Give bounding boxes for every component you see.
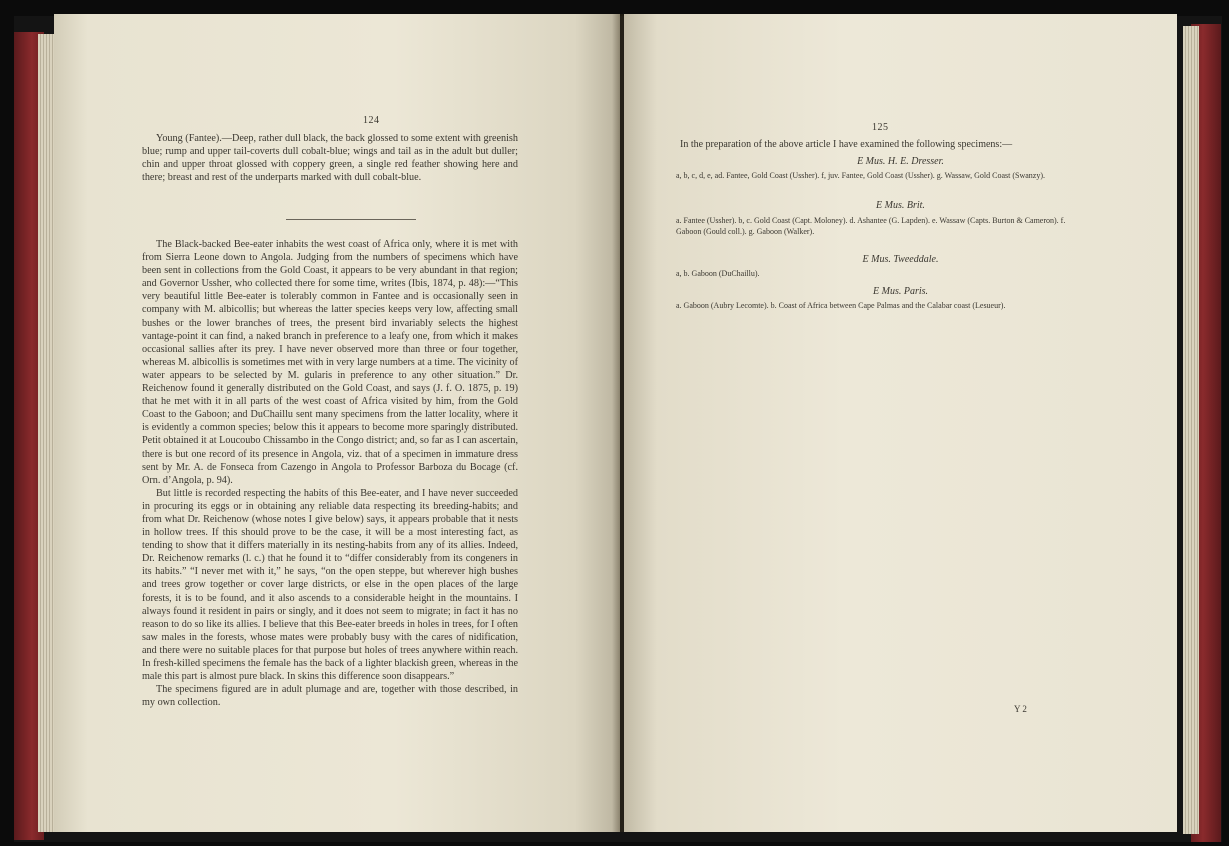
collection-heading: E Mus. Brit.	[876, 200, 925, 211]
main-text	[142, 238, 518, 709]
page-number: 124	[363, 115, 380, 126]
signature-mark: Y 2	[1014, 704, 1027, 714]
collection-entry: a. Fantee (Ussher). b, c. Gold Coast (Capt. Moloney). d. Ashantee (G. Lapden). e. Wassaw (Capts. Burton & Cameron). f. Gaboon (Gould coll.). g. Gaboon (Walker).	[676, 216, 1066, 236]
page-number: 125	[872, 122, 889, 133]
paragraph-habits: But little is recorded respecting the habits of this Bee-eater, and I have never succeeded in procuring its eggs or in obtaining any reliable data respecting its breeding-habits; and from what Dr. Reichenow (whose notes I give below) says, it appears probable that it nests in hollow trees. If this should prove to be the case, it will be a most interesting fact, as tending to show that it differs materially in its nesting-habits from any of its allies. Indeed, Dr. Reichenow remarks (l. c.) that he found it to “differ considerably from its congeners in its habits.” “I never met with it,” he says, “on the open steppe, but wherever high bushes and trees grow together or cover large districts, or else in the open places of the large forests, it is to be found, and it also ascends to a considerable height in the mountains. I always found it resident in pairs or singly, and it does not seem to migrate; in fact it has no reason to do so like its allies. I believe that this Bee-eater breeds in holes in trees, for I often saw males in the forests, whose mates were probably busy with the cares of nidification, and there were no suitable places for that purpose but holes of trees anywhere within reach. In fresh-killed specimens the female has the back of a lighter blackish green, whereas in the male this part is almost pure black. In skins this difference soon disappears.”	[142, 487, 518, 683]
left-page-edges	[38, 34, 54, 832]
collection-heading: E Mus. Paris.	[873, 286, 928, 297]
section-divider	[286, 219, 416, 220]
left-page	[54, 14, 620, 832]
right-page-edges	[1183, 26, 1199, 834]
paragraph-distribution: The Black-backed Bee-eater inhabits the west coast of Africa only, where it is met with from Sierra Leone down to Angola. Judging from the numbers of specimens which have been sent in collections from the Gold Coast, it appears to be very abundant in that region; and Governor Ussher, who collected there for some time, writes (Ibis, 1874, p. 48):—“This very beautiful little Bee-eater is tolerably common in Fantee and is occasionally seen in company with M. albicollis; but whereas the latter species keeps very low, affecting small bushes or the lower branches of trees, the present bird invariably selects the highest vantage-point it can find, a naked branch in preference to a leafy one, from which it makes occasional sallies after its prey. I have never observed more than three or four together, whereas M. albicollis is sometimes met with in very large numbers at a time. The vicinity of water appears to be selected by M. gularis in preference to any other situation.” Dr. Reichenow found it generally distributed on the Gold Coast, and says (J. f. O. 1875, p. 19) that he met with it in all parts of the west coast of Africa visited by him, from the Gold Coast to the Gaboon; and DuChaillu sent many specimens from the latter locality, where it is evidently a common species; below this it appears to become more sparingly distributed. Petit obtained it at Loucoubo Chissambo in the Congo district; and, so far as I can ascertain, there is but one record of its presence in Angola, viz. that of a specimen in immature dress sent by Mr. A. de Fonseca from Cazengo in Angola to Professor Barboza du Bocage (cf. Orn. d’Angola, p. 94).	[142, 239, 518, 486]
right-page	[624, 14, 1177, 832]
young-description	[142, 132, 518, 184]
collection-entry: a, b. Gaboon (DuChaillu).	[676, 269, 760, 278]
collection-entry: a. Gaboon (Aubry Lecomte). b. Coast of Africa between Cape Palmas and the Calabar coast (Lesueur).	[676, 301, 1006, 310]
paragraph-figured: The specimens figured are in adult plumage and are, together with those described, in my own collection.	[142, 684, 518, 709]
collection-heading: E Mus. H. E. Dresser.	[857, 156, 944, 167]
specimens-intro: In the preparation of the above article I have examined the following specimens:—	[680, 139, 1013, 150]
collection-heading: E Mus. Tweeddale.	[862, 254, 939, 265]
young-paragraph: Young (Fantee).—Deep, rather dull black, the back glossed to some extent with greenish blue; rump and upper tail-coverts dull cobalt-blue; wings and tail as in the adult but duller; chin and upper throat glossed with coppery green, a single red feather showing here and there; breast and rest of the underparts marked with dull cobalt-blue.	[142, 133, 518, 184]
collection-entry: a, b, c, d, e, ad. Fantee, Gold Coast (Ussher). f, juv. Fantee, Gold Coast (Ussher). g. Wassaw, Gold Coast (Swanzy).	[676, 171, 1045, 180]
